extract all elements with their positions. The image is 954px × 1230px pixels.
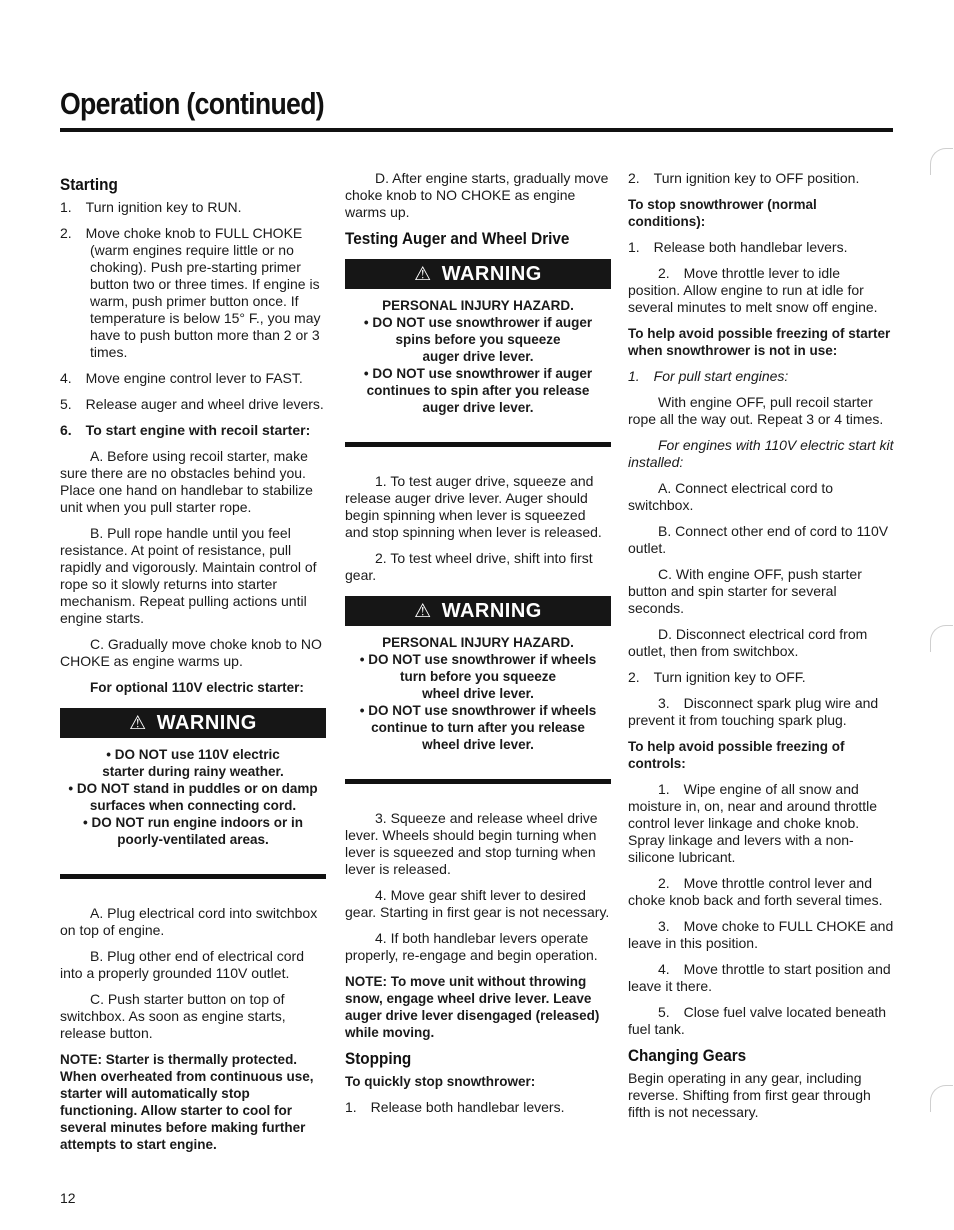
warning-line: starter during rainy weather.: [102, 764, 284, 779]
body-text: Begin operating in any gear, including reverse. Shifting from first gear through fifth is not necessary.: [628, 1070, 871, 1120]
binding-mark: [930, 625, 953, 652]
substep-text: With engine OFF, pull recoil starter rope all the way out. Repeat 3 or 4 times.: [628, 394, 884, 427]
warning-line: poorly-ventilated areas.: [117, 832, 269, 847]
warning-line: wheel drive lever.: [422, 686, 534, 701]
warning-line: auger drive lever.: [422, 349, 534, 364]
warning-label: WARNING: [441, 599, 542, 622]
title-rule: [60, 128, 893, 132]
step-text: 5. Release auger and wheel drive levers.: [60, 396, 324, 412]
step-text: 2. Turn ignition key to OFF.: [628, 669, 806, 685]
warning-line: surfaces when connecting cord.: [89, 798, 297, 813]
step-text: 5. Close fuel valve located beneath fuel tank.: [628, 1004, 887, 1037]
column-3: [628, 170, 896, 1130]
subheading-controls-freezing: To help avoid possible freezing of controls:: [628, 739, 845, 771]
warning-line: • DO NOT use snowthrower if wheels: [359, 703, 597, 718]
note-text: NOTE: To move unit without throwing snow, engage wheel drive lever. Leave auger drive lever disengaged (released) while moving.: [345, 974, 600, 1040]
step-text: 4. Move gear shift lever to desired gear. Starting in first gear is not necessary.: [345, 887, 610, 920]
substep-text: For engines with 110V electric start kit installed:: [628, 437, 894, 470]
step-text: 4. Move engine control lever to FAST.: [60, 370, 303, 386]
column-2: [345, 170, 611, 1125]
warning-line: continue to turn after you release: [371, 720, 585, 735]
heading-starting: Starting: [60, 175, 118, 194]
warning-box: [345, 259, 611, 447]
warning-rule: [345, 779, 611, 784]
warning-banner: [345, 596, 611, 626]
substep-text: A. Before using recoil starter, make sure there are no obstacles behind you. Place one hand on handlebar to stabilize unit when you pull starter rope.: [60, 448, 313, 515]
step-text: 1. Turn ignition key to RUN.: [60, 199, 242, 215]
step-text: 2. Turn ignition key to OFF position.: [628, 170, 860, 186]
warning-line: • DO NOT use snowthrower if wheels: [359, 652, 597, 667]
warning-text: [345, 297, 611, 416]
binding-mark: [930, 148, 953, 175]
warning-banner: [345, 259, 611, 289]
step-text: 2. Move throttle lever to idle position. Allow engine to run at idle for several minutes to melt snow off engine.: [628, 265, 878, 315]
warning-line: spins before you squeeze: [395, 332, 561, 347]
page-title: Operation (continued): [60, 86, 324, 121]
subheading-electric-starter: For optional 110V electric starter:: [90, 680, 304, 695]
warning-line: auger drive lever.: [422, 400, 534, 415]
warning-line: • DO NOT run engine indoors or in: [83, 815, 303, 830]
warning-line: wheel drive lever.: [422, 737, 534, 752]
step-text: 6. To start engine with recoil starter:: [60, 422, 311, 438]
step-text: 2. To test wheel drive, shift into first gear.: [345, 550, 593, 583]
warning-banner: [60, 708, 326, 738]
warning-rule: [60, 874, 326, 879]
step-text: 1. Wipe engine of all snow and moisture in, on, near and around throttle control lever linkage and choke knob. Spray linkage and levers with a non-silicone lubricant.: [628, 781, 878, 865]
warning-box: [345, 596, 611, 784]
warning-box: [60, 708, 326, 879]
warning-triangle-icon: ⚠: [414, 263, 432, 285]
subheading-normal-stop: To stop snowthrower (normal conditions):: [628, 197, 817, 229]
heading-stopping: Stopping: [345, 1049, 412, 1068]
step-text: 3. Move choke to FULL CHOKE and leave in this position.: [628, 918, 894, 951]
substep-text: A. Plug electrical cord into switchbox on top of engine.: [60, 905, 318, 938]
substep-text: C. Push starter button on top of switchbox. As soon as engine starts, release button.: [60, 991, 286, 1041]
heading-changing-gears: Changing Gears: [628, 1046, 747, 1065]
substep-text: B. Connect other end of cord to 110V outlet.: [628, 523, 889, 556]
substep-text: D. After engine starts, gradually move choke knob to NO CHOKE as engine warms up.: [345, 170, 609, 220]
warning-text: [60, 746, 326, 848]
substep-text: A. Connect electrical cord to switchbox.: [628, 480, 834, 513]
note-text: NOTE: Starter is thermally protected. When overheated from continuous use, starter will automatically stop functioning. Allow starter to cool for several minutes before making further attempts to start engine.: [60, 1052, 314, 1152]
binding-mark: [930, 1085, 953, 1112]
warning-line: PERSONAL INJURY HAZARD.: [382, 635, 574, 650]
warning-line: continues to spin after you release: [366, 383, 590, 398]
warning-text: [345, 634, 611, 753]
step-text: 2. Move throttle control lever and choke knob back and forth several times.: [628, 875, 883, 908]
warning-triangle-icon: ⚠: [414, 600, 432, 622]
heading-testing: Testing Auger and Wheel Drive: [345, 229, 570, 248]
warning-rule: [345, 442, 611, 447]
subheading-starter-freezing: To help avoid possible freezing of starter when snowthrower is not in use:: [628, 326, 891, 358]
step-text: 1. For pull start engines:: [628, 368, 789, 384]
substep-text: C. Gradually move choke knob to NO CHOKE as engine warms up.: [60, 636, 322, 669]
warning-label: WARNING: [441, 262, 542, 285]
warning-line: • DO NOT use snowthrower if auger: [363, 366, 593, 381]
warning-triangle-icon: ⚠: [129, 712, 147, 734]
warning-line: • DO NOT use snowthrower if auger: [363, 315, 593, 330]
subheading-quick-stop: To quickly stop snowthrower:: [345, 1074, 536, 1089]
step-text: 1. Release both handlebar levers.: [345, 1099, 565, 1115]
substep-text: C. With engine OFF, push starter button and spin starter for several seconds.: [628, 566, 862, 616]
step-text: 4. If both handlebar levers operate properly, re-engage and begin operation.: [345, 930, 598, 963]
substep-text: B. Plug other end of electrical cord into a properly grounded 110V outlet.: [60, 948, 305, 981]
warning-line: turn before you squeeze: [399, 669, 557, 684]
step-text: 3. Disconnect spark plug wire and prevent it from touching spark plug.: [628, 695, 879, 728]
substep-text: B. Pull rope handle until you feel resistance. At point of resistance, pull rapidly and vigorously. Maintain control of rope so it slowly returns into starter mechanism. Repeat pulling actions until engine starts.: [60, 525, 317, 626]
step-text: 4. Move throttle to start position and leave it there.: [628, 961, 891, 994]
step-text: 1. To test auger drive, squeeze and release auger drive lever. Auger should begin spinning when lever is squeezed and stop spinning when lever is released.: [345, 473, 602, 540]
column-1: [60, 170, 326, 1162]
step-text: 1. Release both handlebar levers.: [628, 239, 848, 255]
substep-text: D. Disconnect electrical cord from outlet, then from switchbox.: [628, 626, 868, 659]
page-number: 12: [60, 1190, 76, 1206]
step-text: 2. Move choke knob to FULL CHOKE (warm engines require little or no choking). Push pre-starting primer button two or three times. If engine is warm, push primer button once. If temperature is below 15° F., you may have to push button more than 2 or 3 times.: [60, 225, 321, 360]
warning-line: PERSONAL INJURY HAZARD.: [382, 298, 574, 313]
warning-line: • DO NOT stand in puddles or on damp: [68, 781, 318, 796]
step-text: 3. Squeeze and release wheel drive lever. Wheels should begin turning when lever is squeezed and stop turning when lever is released.: [345, 810, 598, 877]
warning-label: WARNING: [156, 711, 257, 734]
warning-line: • DO NOT use 110V electric: [106, 747, 280, 762]
